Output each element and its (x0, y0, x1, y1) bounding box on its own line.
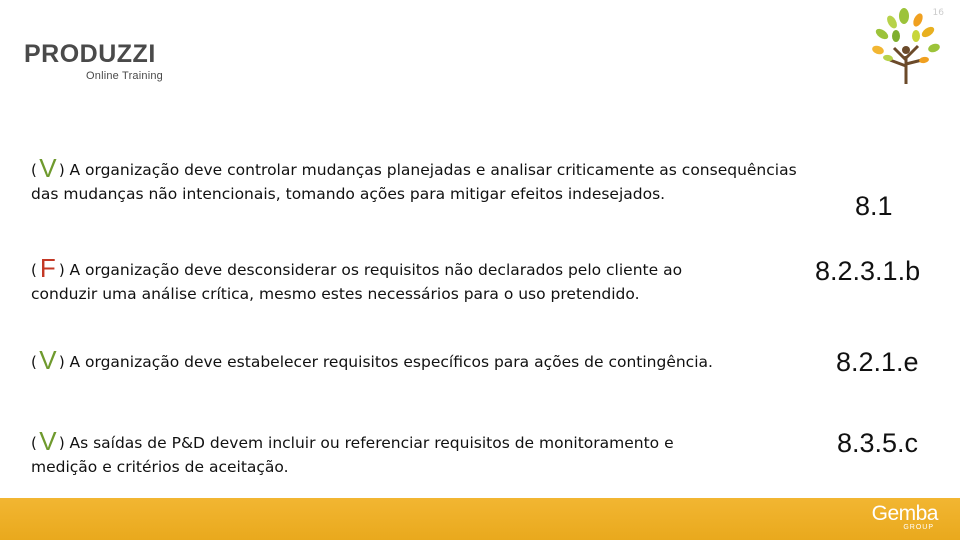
answer-mark: V (39, 153, 57, 183)
statement-text: A organização deve controlar mudanças planejadas e analisar criticamente as consequências (69, 161, 797, 179)
statement-item (31, 253, 683, 306)
statement-line: das mudanças não intencionais, tomando ações para mitigar efeitos indesejados. (31, 185, 666, 203)
page-number: 16 (932, 8, 944, 18)
produzzi-logo (24, 42, 163, 82)
gemba-logo-name: Gemba (871, 502, 938, 525)
statement-line: (V ) A organização deve controlar mudanças planejadas e analisar criticamente as consequências (31, 153, 797, 183)
statement-line: conduzir uma análise crítica, mesmo estes necessários para o uso pretendido. (31, 285, 640, 303)
gemba-logo (872, 503, 938, 531)
statement-item (31, 153, 797, 206)
statement-text: A organização deve desconsiderar os requisitos não declarados pelo cliente ao (69, 261, 683, 279)
clause-reference: 8.2.3.1.b (815, 256, 921, 286)
gemba-logo-group: GROUP (903, 524, 934, 531)
answer-mark: V (39, 345, 57, 375)
statement-line: (V ) As saídas de P&D devem incluir ou referenciar requisitos de monitoramento e (31, 426, 674, 456)
brand-subtitle: Online Training (86, 70, 163, 82)
footer-bar (0, 498, 960, 540)
clause-reference: 8.2.1.e (836, 347, 919, 377)
brand-name: PRODUZZI (24, 40, 156, 68)
statement-text: A organização deve estabelecer requisitos específicos para ações de contingência. (69, 353, 713, 371)
statement-line: ( F ) A organização deve desconsiderar os requisitos não declarados pelo cliente ao (31, 253, 683, 283)
statement-line: (V ) A organização deve estabelecer requisitos específicos para ações de contingência. (31, 345, 713, 375)
statement-text: As saídas de P&D devem incluir ou referenciar requisitos de monitoramento e (69, 434, 674, 452)
clause-reference: 8.1 (855, 191, 893, 221)
statement-item (31, 345, 713, 375)
tree-logo-icon (868, 4, 944, 86)
answer-mark: V (39, 426, 57, 456)
answer-mark: F (39, 253, 56, 283)
clause-reference: 8.3.5.c (837, 428, 919, 458)
statement-line: medição e critérios de aceitação. (31, 458, 289, 476)
statement-item (31, 426, 674, 479)
